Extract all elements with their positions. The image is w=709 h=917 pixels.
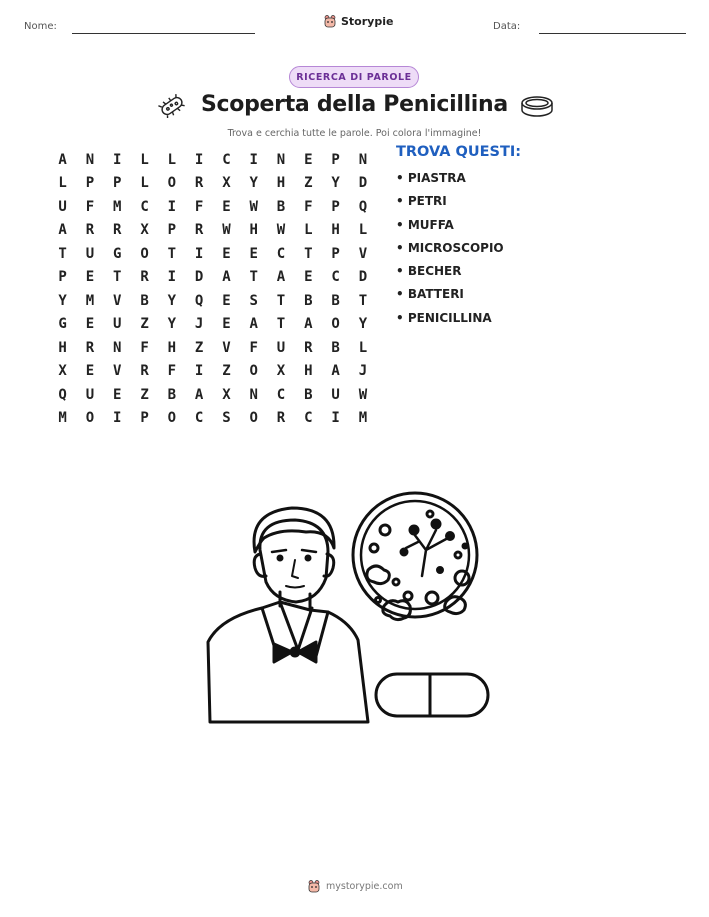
grid-cell[interactable]: M	[113, 198, 122, 215]
grid-cell[interactable]: A	[304, 316, 313, 333]
word-item: • PETRI	[396, 194, 447, 209]
grid-cell[interactable]: C	[222, 151, 231, 168]
grid-cell[interactable]: Q	[194, 292, 204, 309]
grid-cell[interactable]: J	[358, 363, 368, 380]
grid-cell[interactable]: Y	[167, 316, 177, 333]
grid-cell[interactable]: Y	[167, 292, 177, 309]
grid-cell[interactable]: E	[222, 245, 231, 262]
word-list	[396, 171, 504, 334]
grid-cell[interactable]: H	[249, 222, 258, 239]
grid-cell[interactable]: L	[140, 151, 149, 168]
grid-cell[interactable]: R	[113, 222, 122, 239]
grid-cell[interactable]: S	[222, 410, 231, 427]
grid-cell[interactable]: H	[276, 175, 286, 192]
grid-cell[interactable]: B	[331, 339, 340, 356]
grid-cell[interactable]: F	[85, 198, 95, 215]
grid-cell[interactable]: X	[58, 363, 67, 380]
grid-cell[interactable]: Y	[58, 292, 67, 309]
grid-cell[interactable]: U	[113, 316, 122, 333]
grid-cell[interactable]: C	[331, 269, 340, 286]
grid-cell[interactable]: N	[113, 339, 122, 356]
grid-cell[interactable]: F	[249, 339, 258, 356]
grid-cell[interactable]: N	[85, 151, 95, 168]
grid-cell[interactable]: S	[249, 292, 258, 309]
mold-colony	[367, 566, 389, 584]
grid-cell[interactable]: V	[222, 339, 231, 356]
word-item: • BATTERI	[396, 287, 464, 302]
grid-cell[interactable]: H	[331, 222, 340, 239]
grid-cell[interactable]: Q	[358, 198, 368, 215]
name-line[interactable]	[72, 33, 255, 34]
grid-cell[interactable]: B	[167, 386, 177, 403]
grid-cell[interactable]: Z	[140, 386, 149, 403]
grid-cell[interactable]: I	[167, 269, 177, 286]
grid-cell[interactable]: N	[276, 151, 286, 168]
grid-cell[interactable]: O	[140, 245, 149, 262]
mold-colony	[445, 597, 466, 614]
grid-cell[interactable]: F	[194, 198, 204, 215]
grid-cell[interactable]: I	[331, 410, 340, 427]
page-title: Scoperta della Penicillina	[201, 92, 508, 117]
grid-cell[interactable]: T	[58, 245, 67, 262]
grid-cell[interactable]: I	[249, 151, 258, 168]
grid-cell[interactable]: E	[304, 269, 313, 286]
grid-cell[interactable]: P	[167, 222, 177, 239]
grid-cell[interactable]: W	[249, 198, 258, 215]
grid-cell[interactable]: W	[222, 222, 231, 239]
grid-cell[interactable]: H	[304, 363, 313, 380]
grid-cell[interactable]: T	[358, 292, 368, 309]
grid-cell[interactable]: G	[113, 245, 122, 262]
grid-cell[interactable]: F	[304, 198, 313, 215]
grid-cell[interactable]: Y	[358, 316, 368, 333]
storypie-logo-icon	[307, 879, 321, 893]
grid-cell[interactable]: O	[167, 410, 177, 427]
grid-cell[interactable]: M	[358, 410, 368, 427]
bacteria-icon	[158, 94, 186, 118]
footer-url: mystorypie.com	[326, 880, 403, 892]
grid-cell[interactable]: T	[304, 245, 313, 262]
word-list-heading: TROVA QUESTI:	[396, 144, 522, 160]
grid-cell[interactable]: P	[113, 175, 122, 192]
grid-cell[interactable]: B	[331, 292, 340, 309]
grid-cell[interactable]: M	[85, 292, 95, 309]
date-line[interactable]	[539, 33, 686, 34]
grid-cell[interactable]: C	[140, 198, 149, 215]
grid-cell[interactable]: P	[140, 410, 149, 427]
grid-cell[interactable]: T	[276, 316, 286, 333]
grid-cell[interactable]: W	[358, 386, 368, 403]
grid-cell[interactable]: P	[331, 151, 340, 168]
grid-cell[interactable]: E	[222, 292, 231, 309]
storypie-logo-icon	[323, 14, 337, 28]
grid-cell[interactable]: E	[249, 245, 258, 262]
grid-cell[interactable]: M	[58, 410, 67, 427]
grid-cell[interactable]: I	[194, 363, 204, 380]
word-item: • BECHER	[396, 264, 462, 279]
grid-cell[interactable]: L	[358, 222, 368, 239]
grid-cell[interactable]: Z	[194, 339, 204, 356]
grid-cell[interactable]: A	[194, 386, 204, 403]
grid-cell[interactable]: T	[276, 292, 286, 309]
grid-cell[interactable]: L	[58, 175, 67, 192]
name-label: Nome:	[24, 21, 57, 32]
grid-cell[interactable]: X	[140, 222, 149, 239]
grid-cell[interactable]: R	[194, 222, 204, 239]
grid-cell[interactable]: T	[113, 269, 122, 286]
brand-logo	[323, 14, 393, 28]
grid-cell[interactable]: E	[222, 198, 231, 215]
activity-tag: RICERCA DI PAROLE	[289, 66, 419, 88]
grid-cell[interactable]: R	[85, 222, 95, 239]
grid-cell[interactable]: F	[167, 363, 177, 380]
grid-cell[interactable]: U	[276, 339, 286, 356]
grid-cell[interactable]: E	[113, 386, 122, 403]
grid-cell[interactable]: B	[276, 198, 286, 215]
grid-cell[interactable]: A	[276, 269, 286, 286]
grid-cell[interactable]: I	[167, 198, 177, 215]
grid-cell[interactable]: T	[249, 269, 258, 286]
grid-cell[interactable]: L	[358, 339, 368, 356]
grid-cell[interactable]: H	[167, 339, 177, 356]
petri-dish-icon	[519, 94, 555, 120]
grid-cell[interactable]: A	[58, 222, 67, 239]
grid-cell[interactable]: B	[304, 386, 313, 403]
grid-cell[interactable]: E	[222, 316, 231, 333]
word-search-grid[interactable]	[49, 148, 377, 430]
grid-cell[interactable]: I	[113, 151, 122, 168]
grid-cell[interactable]: D	[194, 269, 204, 286]
grid-cell[interactable]: P	[331, 245, 340, 262]
grid-cell[interactable]: E	[85, 269, 95, 286]
grid-cell[interactable]: L	[140, 175, 149, 192]
word-item: • PIASTRA	[396, 171, 466, 185]
grid-cell[interactable]: X	[222, 386, 231, 403]
grid-cell[interactable]: W	[276, 222, 286, 239]
grid-cell[interactable]: Q	[58, 386, 67, 403]
grid-cell[interactable]: D	[358, 269, 368, 286]
grid-cell[interactable]: L	[304, 222, 313, 239]
grid-cell[interactable]: R	[85, 339, 95, 356]
grid-cell[interactable]: R	[304, 339, 313, 356]
grid-cell[interactable]: Z	[304, 175, 313, 192]
grid-cell[interactable]: O	[249, 363, 258, 380]
grid-cell[interactable]: T	[167, 245, 177, 262]
grid-cell[interactable]: L	[167, 151, 177, 168]
grid-cell[interactable]: V	[113, 363, 122, 380]
grid-cell[interactable]: C	[304, 410, 313, 427]
grid-cell[interactable]: X	[222, 175, 231, 192]
grid-cell[interactable]: I	[194, 245, 204, 262]
grid-cell[interactable]: Y	[249, 175, 258, 192]
word-item: • PENICILLINA	[396, 310, 492, 325]
grid-cell[interactable]: P	[331, 198, 340, 215]
petri-dish-inner	[361, 501, 469, 609]
grid-cell[interactable]: P	[58, 269, 67, 286]
grid-cell[interactable]: R	[276, 410, 286, 427]
grid-cell[interactable]: Z	[140, 316, 149, 333]
brand-name: Storypie	[341, 14, 394, 28]
grid-cell[interactable]: B	[304, 292, 313, 309]
grid-cell[interactable]: C	[276, 386, 286, 403]
grid-cell[interactable]: N	[249, 386, 258, 403]
grid-cell[interactable]: Y	[331, 175, 340, 192]
grid-cell[interactable]: G	[58, 316, 67, 333]
instructions: Trova e cerchia tutte le parole. Poi colora l'immagine!	[227, 128, 482, 139]
grid-cell[interactable]: P	[85, 175, 95, 192]
grid-cell[interactable]: O	[167, 175, 177, 192]
grid-cell[interactable]: E	[85, 316, 95, 333]
grid-cell[interactable]: U	[58, 198, 67, 215]
word-item: • MICROSCOPIO	[396, 240, 504, 255]
grid-cell[interactable]: D	[358, 175, 368, 192]
grid-cell[interactable]: I	[194, 151, 204, 168]
grid-cell[interactable]: J	[194, 316, 204, 333]
grid-cell[interactable]: O	[85, 410, 95, 427]
grid-cell[interactable]: X	[276, 363, 286, 380]
grid-cell[interactable]: U	[85, 245, 95, 262]
grid-cell[interactable]: E	[304, 151, 313, 168]
grid-cell[interactable]: A	[249, 316, 258, 333]
grid-cell[interactable]: C	[194, 410, 204, 427]
grid-cell[interactable]: V	[113, 292, 122, 309]
grid-cell[interactable]: F	[140, 339, 149, 356]
grid-cell[interactable]: R	[194, 175, 204, 192]
capsule-pill	[376, 674, 488, 716]
grid-cell[interactable]: U	[331, 386, 340, 403]
word-item: • MUFFA	[396, 217, 454, 232]
grid-cell[interactable]: V	[358, 245, 368, 262]
grid-cell[interactable]: A	[58, 151, 67, 168]
coloring-illustration[interactable]	[200, 490, 500, 730]
grid-cell[interactable]: O	[249, 410, 258, 427]
grid-cell[interactable]: A	[331, 363, 340, 380]
grid-cell[interactable]: U	[85, 386, 95, 403]
grid-cell[interactable]: A	[222, 269, 231, 286]
grid-cell[interactable]: R	[140, 269, 149, 286]
grid-cell[interactable]: I	[113, 410, 122, 427]
grid-cell[interactable]: O	[331, 316, 340, 333]
grid-cell[interactable]: C	[276, 245, 286, 262]
grid-cell[interactable]: B	[140, 292, 149, 309]
grid-cell[interactable]: Z	[222, 363, 231, 380]
grid-cell[interactable]: N	[358, 151, 368, 168]
date-label: Data:	[493, 21, 521, 32]
grid-cell[interactable]: R	[140, 363, 149, 380]
grid-cell[interactable]: H	[58, 339, 67, 356]
footer	[307, 879, 403, 893]
grid-cell[interactable]: E	[85, 363, 95, 380]
